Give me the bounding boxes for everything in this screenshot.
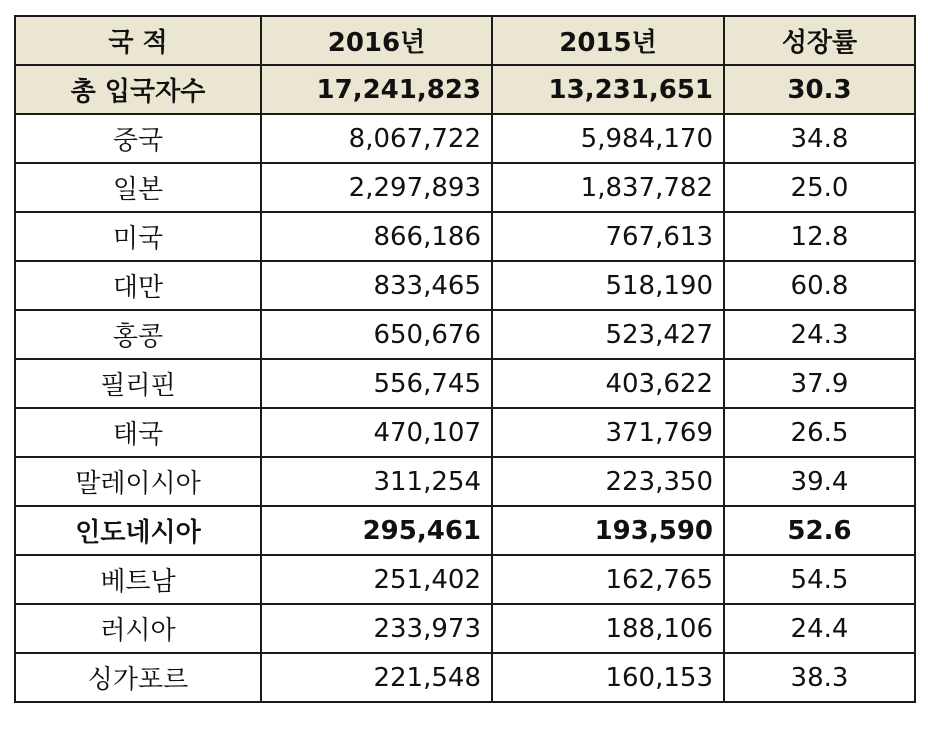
total-2015: 13,231,651 (492, 65, 724, 114)
growth-rate: 25.0 (724, 163, 915, 212)
growth-rate: 54.5 (724, 555, 915, 604)
growth-rate: 24.3 (724, 310, 915, 359)
value-2015: 403,622 (492, 359, 724, 408)
value-2015: 371,769 (492, 408, 724, 457)
total-row (15, 65, 915, 114)
country-name: 태국 (15, 408, 261, 457)
growth-rate: 52.6 (724, 506, 915, 555)
country-name: 중국 (15, 114, 261, 163)
country-name: 홍콩 (15, 310, 261, 359)
value-2015: 188,106 (492, 604, 724, 653)
growth-rate: 37.9 (724, 359, 915, 408)
table-row (15, 653, 915, 702)
header-growth: 성장률 (724, 16, 915, 65)
growth-rate: 26.5 (724, 408, 915, 457)
value-2016: 233,973 (261, 604, 492, 653)
value-2015: 767,613 (492, 212, 724, 261)
table-row (15, 163, 915, 212)
growth-rate: 60.8 (724, 261, 915, 310)
header-nationality: 국 적 (15, 16, 261, 65)
value-2016: 833,465 (261, 261, 492, 310)
value-2015: 223,350 (492, 457, 724, 506)
country-name: 대만 (15, 261, 261, 310)
table-row (15, 555, 915, 604)
table-row (15, 261, 915, 310)
table-row (15, 408, 915, 457)
table-row (15, 604, 915, 653)
growth-rate: 38.3 (724, 653, 915, 702)
value-2016: 295,461 (261, 506, 492, 555)
table-row (15, 310, 915, 359)
header-row (15, 16, 915, 65)
value-2015: 160,153 (492, 653, 724, 702)
growth-rate: 12.8 (724, 212, 915, 261)
country-name: 일본 (15, 163, 261, 212)
header-2015: 2015년 (492, 16, 724, 65)
table-row (15, 212, 915, 261)
country-name: 미국 (15, 212, 261, 261)
value-2015: 162,765 (492, 555, 724, 604)
total-2016: 17,241,823 (261, 65, 492, 114)
growth-rate: 24.4 (724, 604, 915, 653)
country-name: 말레이시아 (15, 457, 261, 506)
value-2016: 251,402 (261, 555, 492, 604)
table-row (15, 506, 915, 555)
value-2015: 193,590 (492, 506, 724, 555)
value-2016: 470,107 (261, 408, 492, 457)
value-2016: 650,676 (261, 310, 492, 359)
value-2015: 523,427 (492, 310, 724, 359)
total-label: 총 입국자수 (15, 65, 261, 114)
country-name: 싱가포르 (15, 653, 261, 702)
value-2016: 221,548 (261, 653, 492, 702)
value-2015: 5,984,170 (492, 114, 724, 163)
value-2016: 2,297,893 (261, 163, 492, 212)
value-2015: 518,190 (492, 261, 724, 310)
value-2016: 556,745 (261, 359, 492, 408)
table-row (15, 457, 915, 506)
country-name: 인도네시아 (15, 506, 261, 555)
value-2015: 1,837,782 (492, 163, 724, 212)
growth-rate: 34.8 (724, 114, 915, 163)
value-2016: 311,254 (261, 457, 492, 506)
header-2016: 2016년 (261, 16, 492, 65)
growth-rate: 39.4 (724, 457, 915, 506)
country-name: 베트남 (15, 555, 261, 604)
total-growth: 30.3 (724, 65, 915, 114)
arrivals-table (14, 15, 916, 703)
country-name: 필리핀 (15, 359, 261, 408)
value-2016: 866,186 (261, 212, 492, 261)
country-name: 러시아 (15, 604, 261, 653)
value-2016: 8,067,722 (261, 114, 492, 163)
table-row (15, 359, 915, 408)
table-row (15, 114, 915, 163)
